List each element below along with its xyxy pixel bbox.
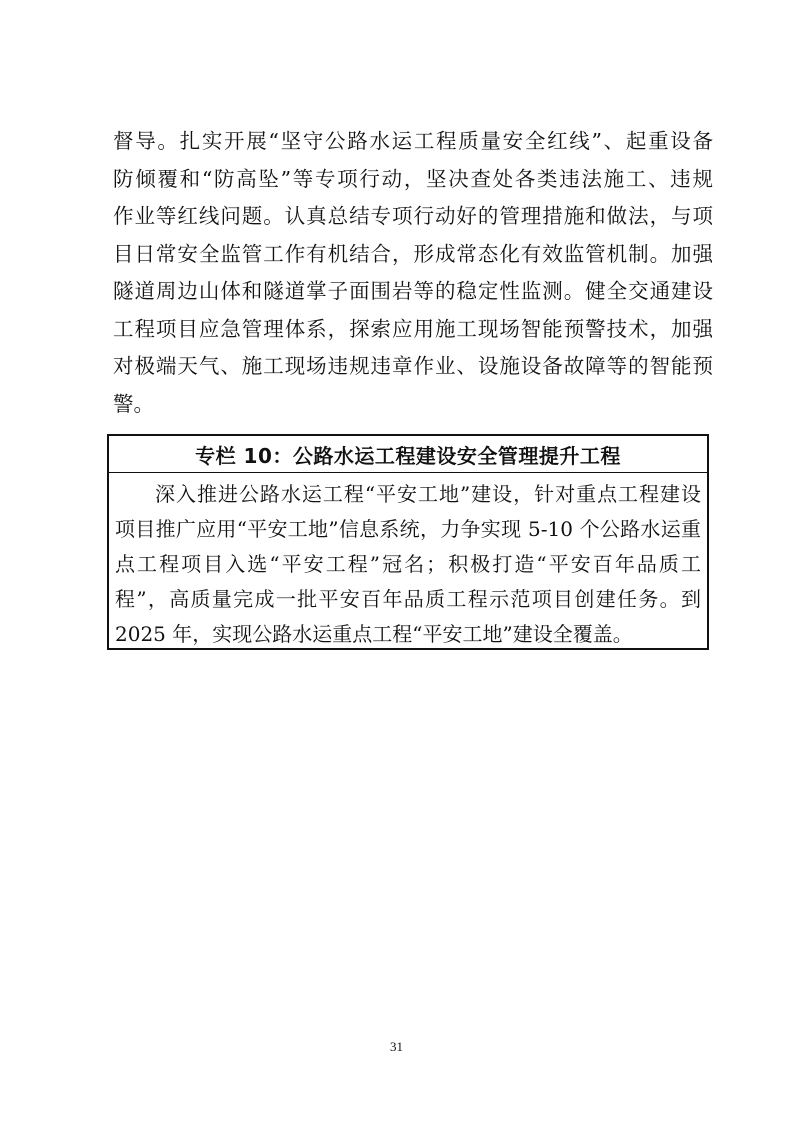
feature-box-line: 点工程项目入选“平安工程”冠名；积极打造“平安百年品质工 [115,552,701,576]
feature-box-line: 项目推广应用“平安工地”信息系统，力争实现 5-10 个公路水运重 [115,517,701,541]
body-line: 防倾覆和“防高坠”等专项行动，坚决查处各类违法施工、违规 [113,166,713,191]
body-line: 工程项目应急管理体系，探索应用施工现场智能预警技术，加强 [113,316,713,341]
body-line: 督导。扎实开展“坚守公路水运工程质量安全红线”、起重设备 [113,129,713,153]
body-line: 隧道周边山体和隧道掌子面围岩等的稳定性监测。健全交通建设 [113,279,713,303]
body-line: 目日常安全监管工作有机结合，形成常态化有效监管机制。加强 [113,241,713,266]
feature-box-body [109,473,707,652]
body-line: 对极端天气、施工现场违规违章作业、设施设备故障等的智能预 [113,354,713,378]
body-line: 警。 [113,391,154,416]
body-paragraph [113,123,713,423]
body-line: 作业等红线问题。认真总结专项行动好的管理措施和做法，与项 [113,204,713,228]
feature-box-line: 2025 年，实现公路水运重点工程“平安工地”建设全覆盖。 [115,622,633,646]
feature-box-title: 专栏 10：公路水运工程建设安全管理提升工程 [109,436,707,473]
feature-box [107,434,709,650]
feature-box-line: 程”，高质量完成一批平安百年品质工程示范项目创建任务。到 [115,587,701,611]
page-number: 31 [390,1039,403,1054]
feature-box-line: 深入推进公路水运工程“平安工地”建设，针对重点工程建设 [155,482,701,506]
